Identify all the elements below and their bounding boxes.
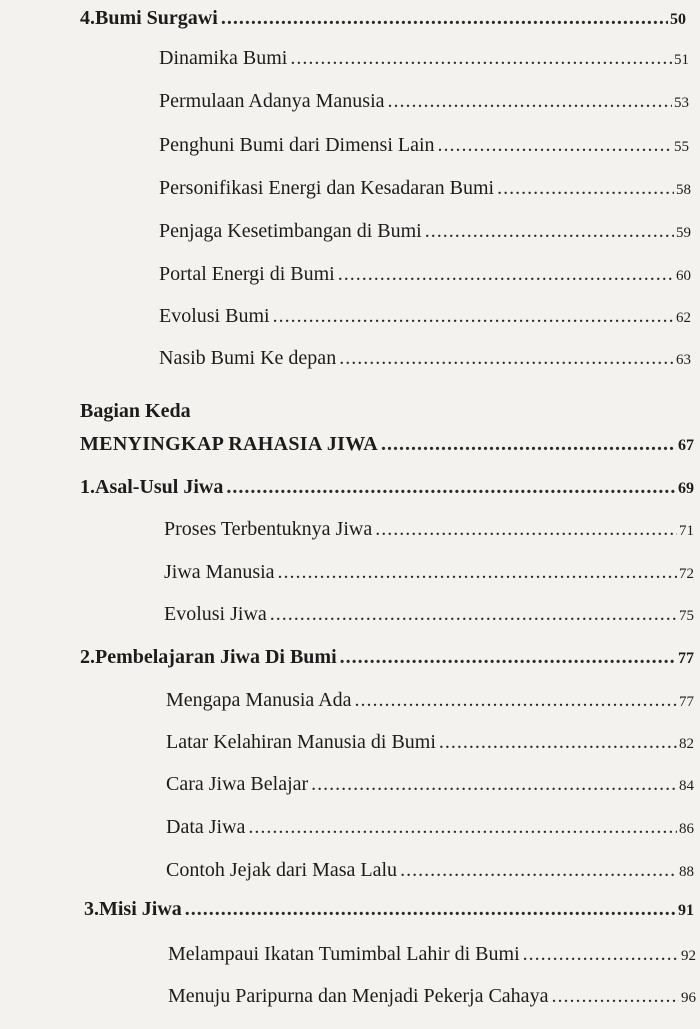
leader-dots [523,942,679,966]
leader-dots [340,645,676,669]
toc-item[interactable] [164,560,694,586]
item-title: Cara Jiwa Belajar [166,773,309,795]
chapter-title: Pembelajaran Jiwa Di Bumi [95,646,337,668]
page-number: 92 [681,948,696,964]
leader-dots [388,89,673,113]
leader-dots [273,304,674,328]
leader-dots [311,772,677,796]
page-number: 96 [681,990,696,1006]
toc-item[interactable] [159,176,691,202]
item-title: Nasib Bumi Ke depan [159,347,337,369]
toc-item[interactable] [166,815,694,841]
leader-dots [339,346,674,370]
page-number: 72 [679,566,694,582]
item-title: Penghuni Bumi dari Dimensi Lain [159,134,435,156]
toc-item[interactable] [168,942,696,968]
page-number: 55 [674,139,689,155]
chapter-title: Bumi Surgawi [95,7,218,29]
page-number: 67 [678,437,694,454]
item-title: Evolusi Jiwa [164,603,267,625]
part-label: Bagian Keda [80,400,191,422]
chapter-number: 3. [84,898,99,920]
page-number: 62 [676,310,691,326]
item-title: Portal Energi di Bumi [159,263,335,285]
toc-item[interactable] [159,89,689,115]
leader-dots [381,432,676,456]
toc-item[interactable] [159,346,691,372]
leader-dots [248,815,677,839]
page-number: 75 [679,608,694,624]
leader-dots [375,517,677,541]
page-number: 60 [676,268,691,284]
chapter-number: 2. [80,646,95,668]
toc-item[interactable] [159,133,689,159]
item-title: Evolusi Bumi [159,305,270,327]
toc-part-title[interactable] [80,432,694,458]
page-number: 77 [679,694,694,710]
leader-dots [278,560,677,584]
toc-item[interactable] [166,730,694,756]
leader-dots [497,176,674,200]
item-title: Melampaui Ikatan Tumimbal Lahir di Bumi [168,943,520,965]
chapter-number: 1. [80,476,95,498]
page-number: 82 [679,736,694,752]
leader-dots [425,219,674,243]
page-number: 63 [676,352,691,368]
item-title: Dinamika Bumi [159,47,288,69]
toc-item[interactable] [164,602,694,628]
chapter-number: 4. [80,7,95,29]
leader-dots [270,602,677,626]
page-number: 86 [679,821,694,837]
part-title: MENYINGKAP RAHASIA JIWA [80,433,379,455]
toc-item[interactable] [159,46,689,72]
toc-item[interactable] [166,858,694,884]
item-title: Contoh Jejak dari Masa Lalu [166,859,398,881]
toc-chapter-pembelajaran-jiwa[interactable] [80,645,694,671]
item-title: Jiwa Manusia [164,561,275,583]
toc-chapter-bumi-surgawi[interactable] [80,6,686,32]
leader-dots [221,6,668,30]
item-title: Menuju Paripurna dan Menjadi Pekerja Cahaya [168,985,549,1007]
item-title: Personifikasi Energi dan Kesadaran Bumi [159,177,495,199]
leader-dots [439,730,677,754]
toc-item[interactable] [164,517,694,543]
leader-dots [438,133,672,157]
chapter-title: Misi Jiwa [99,898,182,920]
page-number: 51 [674,52,689,68]
toc-item[interactable] [168,984,696,1010]
page-number: 88 [679,864,694,880]
toc-item[interactable] [159,262,691,288]
leader-dots [290,46,672,70]
toc-item[interactable] [159,219,691,245]
leader-dots [400,858,677,882]
page-number: 59 [676,225,691,241]
item-title: Latar Kelahiran Manusia di Bumi [166,731,436,753]
item-title: Mengapa Manusia Ada [166,689,352,711]
page-number: 77 [678,650,694,667]
toc-item[interactable] [159,304,691,330]
page-number: 69 [678,480,694,497]
toc-chapter-asal-usul-jiwa[interactable] [80,475,694,501]
leader-dots [338,262,674,286]
toc-item[interactable] [166,772,694,798]
item-title: Data Jiwa [166,816,246,838]
item-title: Permulaan Adanya Manusia [159,90,385,112]
toc-chapter-misi-jiwa[interactable] [84,897,694,923]
leader-dots [551,984,679,1008]
toc-item[interactable] [166,688,694,714]
page-number: 50 [670,11,686,28]
item-title: Penjaga Kesetimbangan di Bumi [159,220,422,242]
item-title: Proses Terbentuknya Jiwa [164,518,373,540]
page-number: 53 [674,95,689,111]
page-number: 58 [676,182,691,198]
leader-dots [185,897,676,921]
page-number: 71 [679,523,694,539]
chapter-title: Asal-Usul Jiwa [95,476,224,498]
leader-dots [226,475,676,499]
page-number: 84 [679,778,694,794]
leader-dots [355,688,677,712]
page-number: 91 [678,902,694,919]
